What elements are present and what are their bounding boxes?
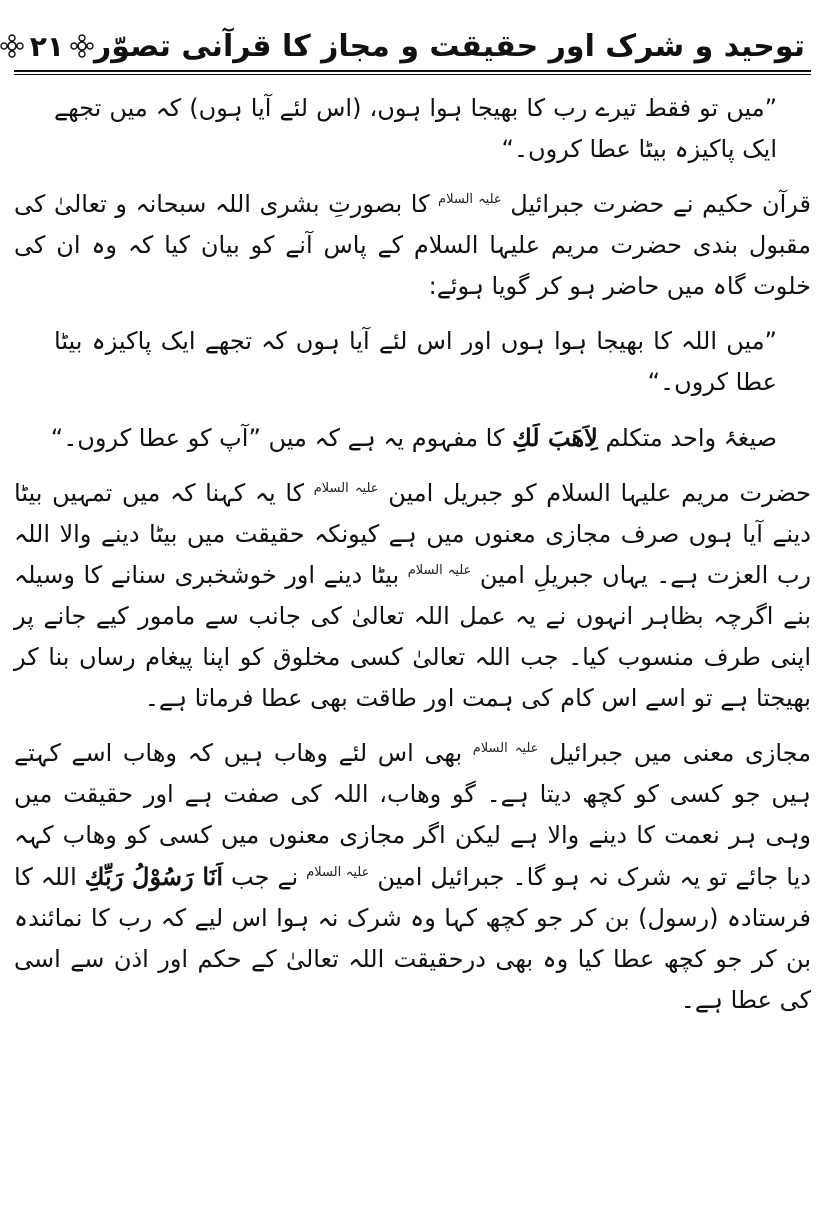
quotation-1: ”میں تو فقط تیرے رب کا بھیجا ہوا ہوں، (اس لئے آیا ہوں) کہ میں تجھے ایک پاکیزہ بیٹا عطا کروں۔“ [54, 94, 777, 163]
page-number: ۲۱ [29, 29, 64, 63]
paragraph-text: صیغۂ واحد متکلم [605, 424, 777, 452]
header-rule-thin [14, 74, 811, 75]
flower-ornament-icon [70, 34, 94, 58]
flower-ornament-icon [0, 34, 24, 58]
salutation-mark: علیہ السلام [407, 563, 472, 578]
salutation-mark: علیہ السلام [313, 481, 379, 496]
paragraph-1 [14, 184, 811, 307]
salutation-mark: علیہ السلام [438, 192, 502, 207]
paragraph-text: نے جب [231, 863, 299, 891]
paragraph-text: مجازی معنی میں جبرائیل [549, 739, 811, 767]
paragraph-text: بھی اس لئے وھاب ہیں کہ وھاب اسے کہتے ہیں جو کسی کو کچھ دیتا ہے۔ گو وھاب، اللہ کی صفت ہے اور حقیقت میں وہی ہر نعمت کا دینے والا ہے لیکن اگر مجازی معنوں میں کسی کو وھاب کہہ دیا جائے تو یہ شرک نہ ہو گا۔ جبرائیل امین [14, 739, 811, 891]
quotation-2: ”میں اللہ کا بھیجا ہوا ہوں اور اس لئے آیا ہوں کہ تجھے ایک پاکیزہ بیٹا عطا کروں۔“ [54, 327, 777, 396]
paragraph-4 [14, 733, 811, 1021]
paragraph-text: حضرت مریم علیہا السلام کو جبریل امین [388, 479, 811, 507]
paragraph-2 [14, 417, 811, 459]
running-header [14, 20, 805, 72]
page-body [14, 88, 811, 1035]
paragraph-3 [14, 473, 811, 719]
paragraph-text: کا بصورتِ بشری اللہ سبحانہ و تعالیٰ کی مقبول بندی حضرت مریم علیہا السلام کے پاس آنے کو بیان کیا کہ وہ ان کی خلوت گاہ میں حاضر ہو کر گویا ہوئے: [14, 190, 811, 300]
header-rule [14, 70, 811, 72]
paragraph-text: کا یہ کہنا کہ میں تمہیں بیٹا دینے آیا ہوں صرف مجازی معنوں میں ہے کیونکہ حقیقت میں بیٹا دینے والا اللہ رب العزت ہے۔ یہاں جبریلِ امین [14, 479, 812, 589]
paragraph-text: قرآن حکیم نے حضرت جبرائیل [510, 190, 811, 218]
salutation-mark: علیہ السلام [472, 741, 539, 756]
paragraph-text: اللہ کا فرستادہ (رسول) بن کر جو کچھ کہا وہ شرک نہ ہوا اس لیے کہ رب کا نمائندہ بن کر جو کچھ عطا کیا وہ بھی درحقیقت اللہ تعالیٰ کے حکم اور اذن سے اسی کی عطا ہے۔ [14, 863, 811, 1014]
arabic-phrase: لِاَهَبَ لَكِ [512, 423, 598, 452]
running-title: توحید و شرک اور حقیقت و مجاز کا قرآنی تصوّر [93, 28, 805, 64]
arabic-phrase: اَنَا رَسُوْلُ رَبِّكِ [84, 862, 223, 891]
paragraph-text: بیٹا دینے اور خوشخبری سنانے کا وسیلہ بنے اگرچہ بظاہر انہوں نے یہ عمل اللہ تعالیٰ کی جانب سے مامور کیے جانے پر اپنی طرف منسوب کیا۔ جب اللہ تعالیٰ کسی مخلوق کو اپنا پیغام رساں بنا کر بھیجتا ہے تو اسے اس کام کی ہمت اور طاقت بھی عطا فرماتا ہے۔ [14, 561, 811, 712]
paragraph-text: کا مفہوم یہ ہے کہ میں ”آپ کو عطا کروں۔“ [50, 424, 505, 452]
salutation-mark: علیہ السلام [306, 865, 370, 880]
page-number-ornament [0, 30, 94, 63]
